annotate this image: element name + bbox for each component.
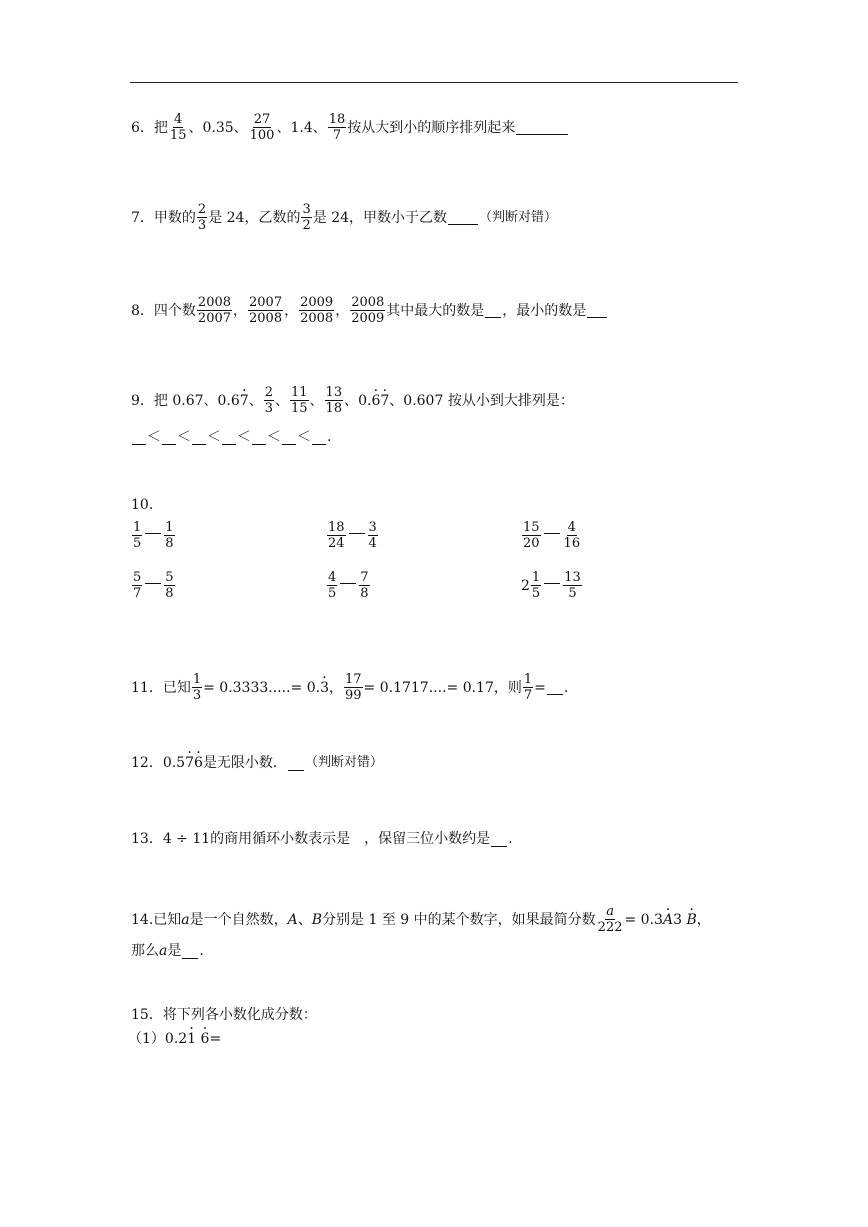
compare-item: $\frac{15}{20}$ $\frac{4}{16}$ bbox=[523, 520, 581, 551]
question-7: 7．甲数的 $\frac{2}{3}$ 是 24，乙数的 $\frac{3}{2}$ 是 24，甲数小于乙数 （判断对错） bbox=[131, 202, 558, 233]
answer-blank[interactable] bbox=[547, 680, 563, 695]
q6-fraction-3: $\frac{18}{7}$ bbox=[328, 112, 346, 143]
answer-blank[interactable] bbox=[252, 430, 266, 445]
compare-item: $\frac{18}{24}$ $\frac{3}{4}$ bbox=[328, 520, 377, 551]
answer-blank[interactable] bbox=[182, 944, 198, 959]
q14-fraction: $\frac{a}{222}$ bbox=[597, 904, 623, 935]
repeating-digit: 6 · bbox=[371, 392, 380, 410]
compare-item: $\frac{1}{5}$ $\frac{1}{8}$ bbox=[133, 520, 174, 551]
question-15: 15．将下列各小数化成分数： bbox=[131, 1007, 317, 1023]
answer-blank[interactable] bbox=[516, 120, 568, 135]
answer-blank[interactable] bbox=[312, 430, 326, 445]
question-15-part-1: （1）0.2 1 · 6 · = bbox=[128, 1030, 221, 1048]
answer-blank[interactable] bbox=[222, 430, 236, 445]
repeating-digit: 7 · bbox=[380, 392, 389, 410]
repeating-digit: 7 · bbox=[240, 392, 249, 410]
compare-blank[interactable] bbox=[340, 583, 356, 584]
q8-fraction-4: $\frac{2008}{2009}$ bbox=[351, 295, 385, 326]
compare-blank[interactable] bbox=[145, 583, 161, 584]
question-13: 13．4 ÷ 11的商用循环小数表示是 ，保留三位小数约是 . bbox=[131, 831, 513, 847]
compare-item: $\frac{4}{5}$ $\frac{7}{8}$ bbox=[328, 570, 369, 601]
q9-fraction-3: $\frac{13}{18}$ bbox=[325, 385, 343, 416]
repeating-digit: A · bbox=[663, 911, 673, 929]
question-9-answer-row: ＜ ＜ ＜ ＜ ＜ ＜ . bbox=[131, 428, 331, 446]
compare-item: 2 $\frac{1}{5}$ $\frac{13}{5}$ bbox=[521, 570, 581, 601]
q8-fraction-1: $\frac{2008}{2007}$ bbox=[197, 295, 232, 326]
question-14: 14.已知 a 是一个自然数， A 、 B 分别是 1 至 9 中的某个数字，如果最简分数 $\frac{a}{222}$ = 0.3 A · 3 B · ， bbox=[131, 904, 711, 935]
question-8: 8．四个数 $\frac{2008}{2007}$ ， $\frac{2007}{2008}$ ， $\frac{2009}{2008}$ ， $\frac{2008}{2009}$ 其中最大的数是 ，最小的数是 bbox=[131, 295, 608, 326]
question-11: 11．已知 $\frac{1}{3}$ = 0.3333.....= 0. 3 · ， $\frac{17}{99}$ = 0.1717....= 0.17 ，则 $\frac{1}{7}$ = . bbox=[131, 672, 568, 703]
q11-fraction-3: $\frac{1}{7}$ bbox=[523, 672, 533, 703]
compare-blank[interactable] bbox=[145, 533, 161, 534]
compare-blank[interactable] bbox=[544, 533, 560, 534]
q7-fraction-1: $\frac{2}{3}$ bbox=[197, 202, 207, 233]
repeating-digit: 3 · bbox=[320, 679, 329, 697]
answer-blank[interactable] bbox=[587, 303, 607, 318]
question-12: 12．0.5 7 · 6 · 是无限小数． （判断对错） bbox=[131, 754, 383, 772]
repeating-digit: 7 · bbox=[185, 754, 194, 772]
question-6: 6．把 $\frac{4}{15}$ 、0.35、 $\frac{27}{100}$ 、1.4、 $\frac{18}{7}$ 按从大到小的顺序排列起来 bbox=[131, 112, 569, 143]
answer-blank[interactable] bbox=[162, 430, 176, 445]
q8-fraction-2: $\frac{2007}{2008}$ bbox=[249, 295, 283, 326]
q6-prefix: 6．把 bbox=[131, 119, 168, 136]
q8-fraction-3: $\frac{2009}{2008}$ bbox=[300, 295, 334, 326]
header-rule bbox=[130, 82, 738, 83]
repeating-digit: 6 · bbox=[201, 1030, 210, 1048]
answer-blank[interactable] bbox=[288, 756, 304, 771]
compare-item: $\frac{5}{7}$ $\frac{5}{8}$ bbox=[133, 570, 174, 601]
answer-blank[interactable] bbox=[448, 210, 478, 225]
question-9: 9．把 0.67、0.6 7 · 、 $\frac{2}{3}$ 、 $\frac{11}{15}$ 、 $\frac{13}{18}$ 、0. 6 · 7 · 、0.607 按从小到大排列是： bbox=[131, 385, 574, 416]
q11-fraction-1: $\frac{1}{3}$ bbox=[192, 672, 202, 703]
q6-fraction-2: $\frac{27}{100}$ bbox=[249, 112, 275, 143]
compare-blank[interactable] bbox=[544, 583, 560, 584]
answer-blank[interactable] bbox=[192, 430, 206, 445]
q7-fraction-2: $\frac{3}{2}$ bbox=[302, 202, 311, 233]
q11-fraction-2: $\frac{17}{99}$ bbox=[345, 672, 362, 703]
compare-blank[interactable] bbox=[349, 533, 365, 534]
repeating-digit: 1 · bbox=[187, 1030, 196, 1048]
question-14-line-2: 那么 a 是 . bbox=[131, 943, 204, 959]
repeating-digit: B · bbox=[686, 911, 696, 929]
repeating-digit: 6 · bbox=[194, 754, 203, 772]
q9-fraction-2: $\frac{11}{15}$ bbox=[291, 385, 308, 416]
answer-blank[interactable] bbox=[132, 430, 146, 445]
question-10-label: 10． bbox=[131, 497, 163, 513]
answer-blank[interactable] bbox=[282, 430, 296, 445]
q9-fraction-1: $\frac{2}{3}$ bbox=[264, 385, 273, 416]
answer-blank[interactable] bbox=[485, 303, 501, 318]
q6-fraction-1: $\frac{4}{15}$ bbox=[169, 112, 187, 143]
answer-blank[interactable] bbox=[491, 832, 507, 847]
